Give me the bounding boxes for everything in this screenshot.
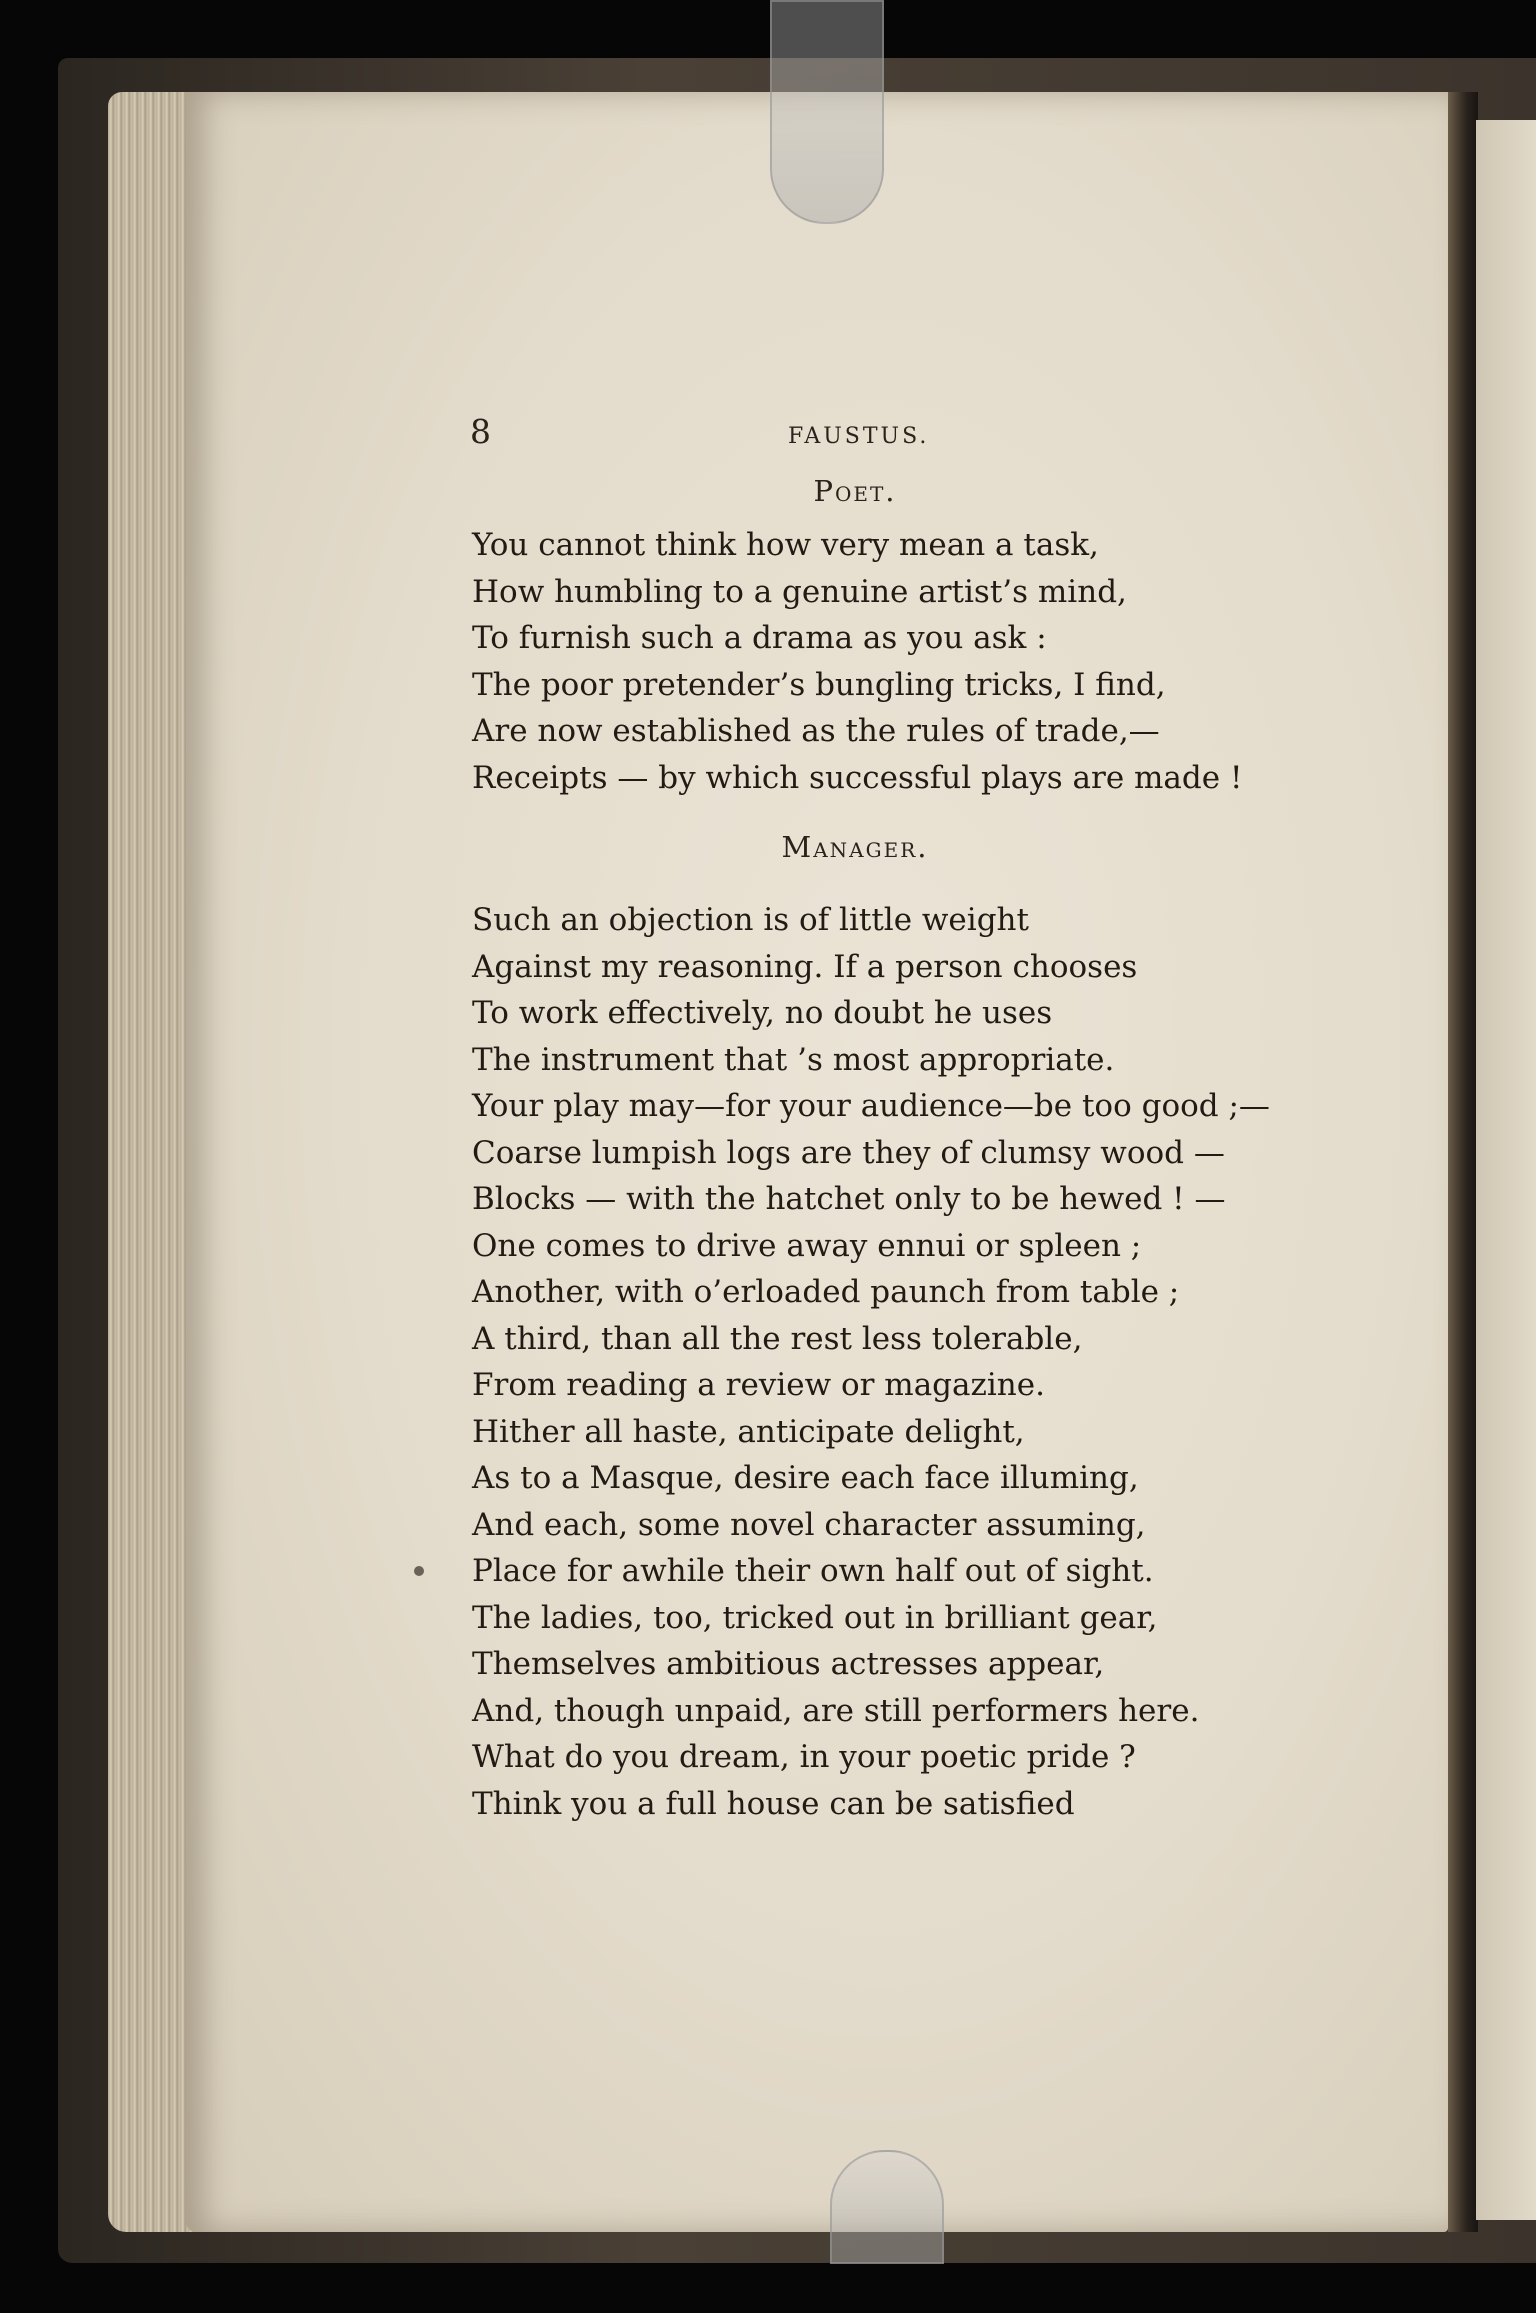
verse-line: Themselves ambitious actresses appear, bbox=[472, 1646, 1105, 1682]
verse-block-poet bbox=[472, 522, 1472, 801]
verse-line: Are now established as the rules of trade,— bbox=[472, 713, 1160, 749]
verse-line: How humbling to a genuine artist’s mind, bbox=[472, 573, 1127, 610]
verse-line: One comes to drive away ennui or spleen ; bbox=[472, 1227, 1142, 1264]
verse-line: What do you dream, in your poetic pride ? bbox=[472, 1739, 1136, 1775]
verse-line: Another, with o’erloaded paunch from table ; bbox=[472, 1274, 1180, 1310]
verse-line: Hither all haste, anticipate delight, bbox=[472, 1413, 1025, 1450]
verse-line: You cannot think how very mean a task, bbox=[472, 527, 1099, 563]
verse-line: As to a Masque, desire each face illuming, bbox=[472, 1460, 1139, 1496]
verse-line: The poor pretender’s bungling tricks, I find, bbox=[472, 666, 1166, 703]
speaker-heading-manager: Manager. bbox=[781, 830, 929, 864]
verse-line: Against my reasoning. If a person chooses bbox=[472, 948, 1138, 985]
verse-line: From reading a review or magazine. bbox=[472, 1367, 1045, 1403]
running-title: FAUSTUS. bbox=[788, 424, 930, 449]
page-clip-top bbox=[770, 0, 884, 224]
verse-block-manager bbox=[472, 897, 1472, 1827]
page-number: 8 bbox=[470, 412, 491, 451]
verse-line: Your play may—for your audience—be too good ;— bbox=[472, 1088, 1270, 1124]
verse-line: Such an objection is of little weight bbox=[472, 902, 1029, 938]
verse-line: A third, than all the rest less tolerable, bbox=[472, 1320, 1083, 1357]
verse-line: Receipts — by which successful plays are made ! bbox=[472, 759, 1243, 796]
verse-line: Coarse lumpish logs are they of clumsy wood — bbox=[472, 1134, 1225, 1171]
verse-line: To furnish such a drama as you ask : bbox=[472, 620, 1047, 656]
verse-line: Place for awhile their own half out of sight. bbox=[472, 1553, 1154, 1589]
margin-mark bbox=[414, 1566, 424, 1576]
verse-line: Think you a full house can be satisfied bbox=[472, 1785, 1075, 1822]
speaker-heading-poet: Poet. bbox=[813, 474, 897, 508]
verse-line: The instrument that ’s most appropriate. bbox=[472, 1041, 1115, 1078]
verse-line: The ladies, too, tricked out in brilliant gear, bbox=[472, 1599, 1158, 1636]
page-clip-bottom bbox=[830, 2150, 944, 2264]
verse-line: And each, some novel character assuming, bbox=[472, 1506, 1146, 1543]
running-head bbox=[470, 412, 1536, 462]
verse-line: To work effectively, no doubt he uses bbox=[472, 995, 1053, 1031]
verse-line: And, though unpaid, are still performers here. bbox=[472, 1692, 1200, 1729]
verse-line: Blocks — with the hatchet only to be hewed ! — bbox=[472, 1181, 1226, 1217]
